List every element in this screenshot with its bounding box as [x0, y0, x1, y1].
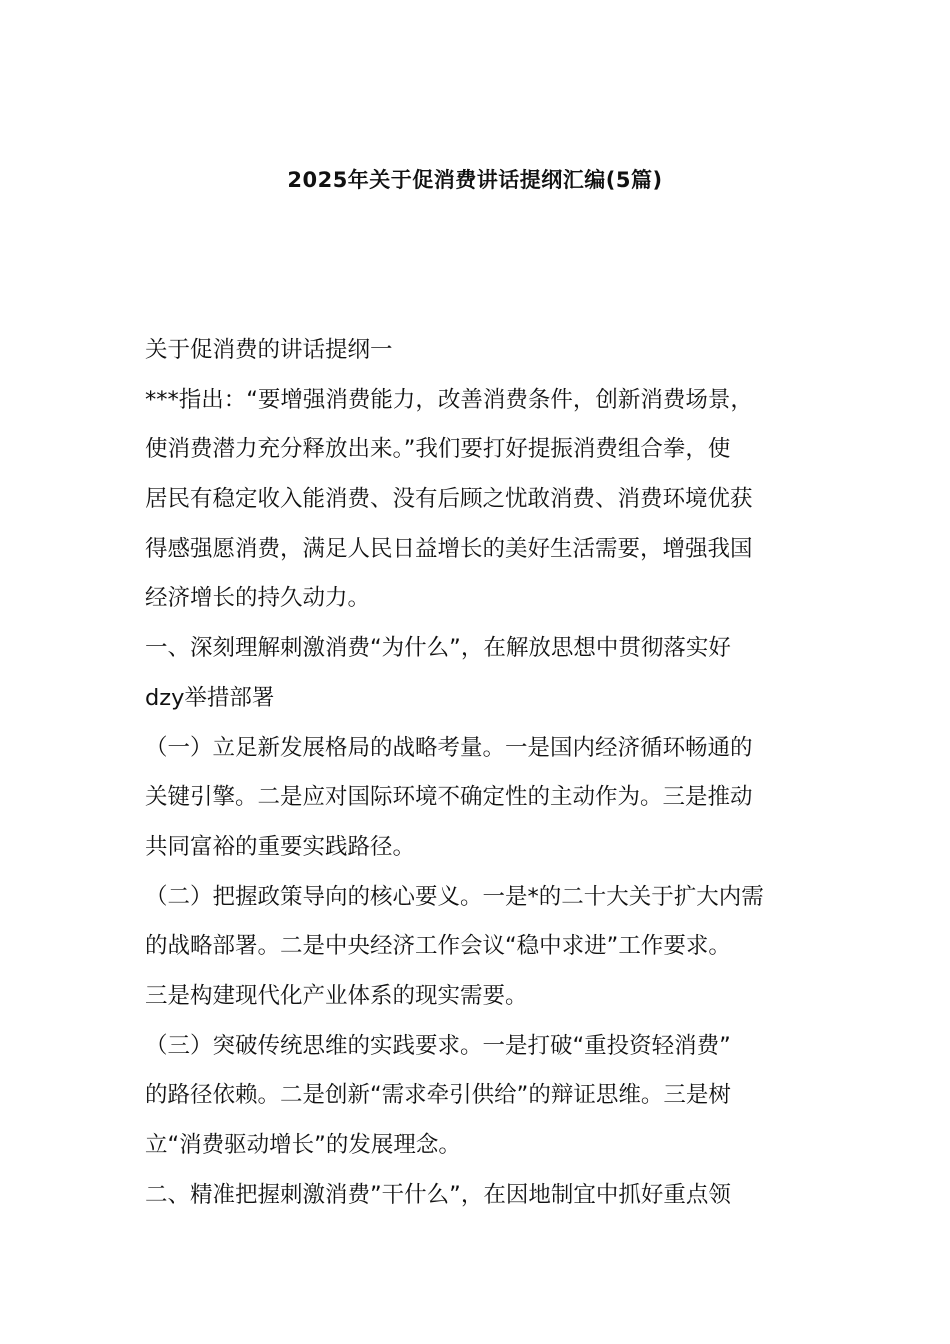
- paragraph-line: 经济增长的持久动力。: [145, 585, 371, 612]
- paragraph-line: 关键引擎。二是应对国际环境不确定性的主动作为。三是推动: [145, 784, 753, 811]
- paragraph-line: （三）突破传统思维的实践要求。一是打破“重投资轻消费”: [145, 1032, 731, 1059]
- paragraph-line: 共同富裕的重要实践路径。: [145, 833, 416, 860]
- paragraph-line: 的战略部署。二是中央经济工作会议“稳中求进”工作要求。: [145, 933, 731, 960]
- section-heading-line: 关于促消费的讲话提纲一: [145, 337, 393, 363]
- document-body: [145, 326, 809, 1220]
- heading-line: 一、深刻理解刺激消费“为什么”，在解放思想中贯彻落实好: [145, 635, 731, 662]
- heading-line: dzy举措部署: [145, 684, 275, 711]
- paragraph-line: 居民有稳定收入能消费、没有后顾之忧敢消费、消费环境优获: [145, 486, 753, 513]
- paragraph-line: 得感强愿消费，满足人民日益增长的美好生活需要，增强我国: [145, 535, 753, 562]
- paragraph-line: 的路径依赖。二是创新“需求牵引供给”的辩证思维。三是树: [145, 1082, 731, 1109]
- paragraph-line: 立“消费驱动增长”的发展理念。: [145, 1132, 461, 1158]
- paragraph-line: （二）把握政策导向的核心要义。一是*的二十大关于扩大内需: [145, 883, 764, 910]
- paragraph-line: ***指出：“要增强消费能力，改善消费条件，创新消费场景，: [145, 386, 753, 413]
- paragraph-line: （一）立足新发展格局的战略考量。一是国内经济循环畅通的: [145, 734, 753, 761]
- paragraph-line: 三是构建现代化产业体系的现实需要。: [145, 982, 528, 1009]
- heading-line: 二、精准把握刺激消费”干什么”，在因地制宜中抓好重点领: [145, 1181, 731, 1208]
- paragraph-line: 使消费潜力充分释放出来。”我们要打好提振消费组合拳，使: [145, 436, 731, 463]
- document-title: 2025年关于促消费讲话提纲汇编(5篇): [287, 168, 663, 192]
